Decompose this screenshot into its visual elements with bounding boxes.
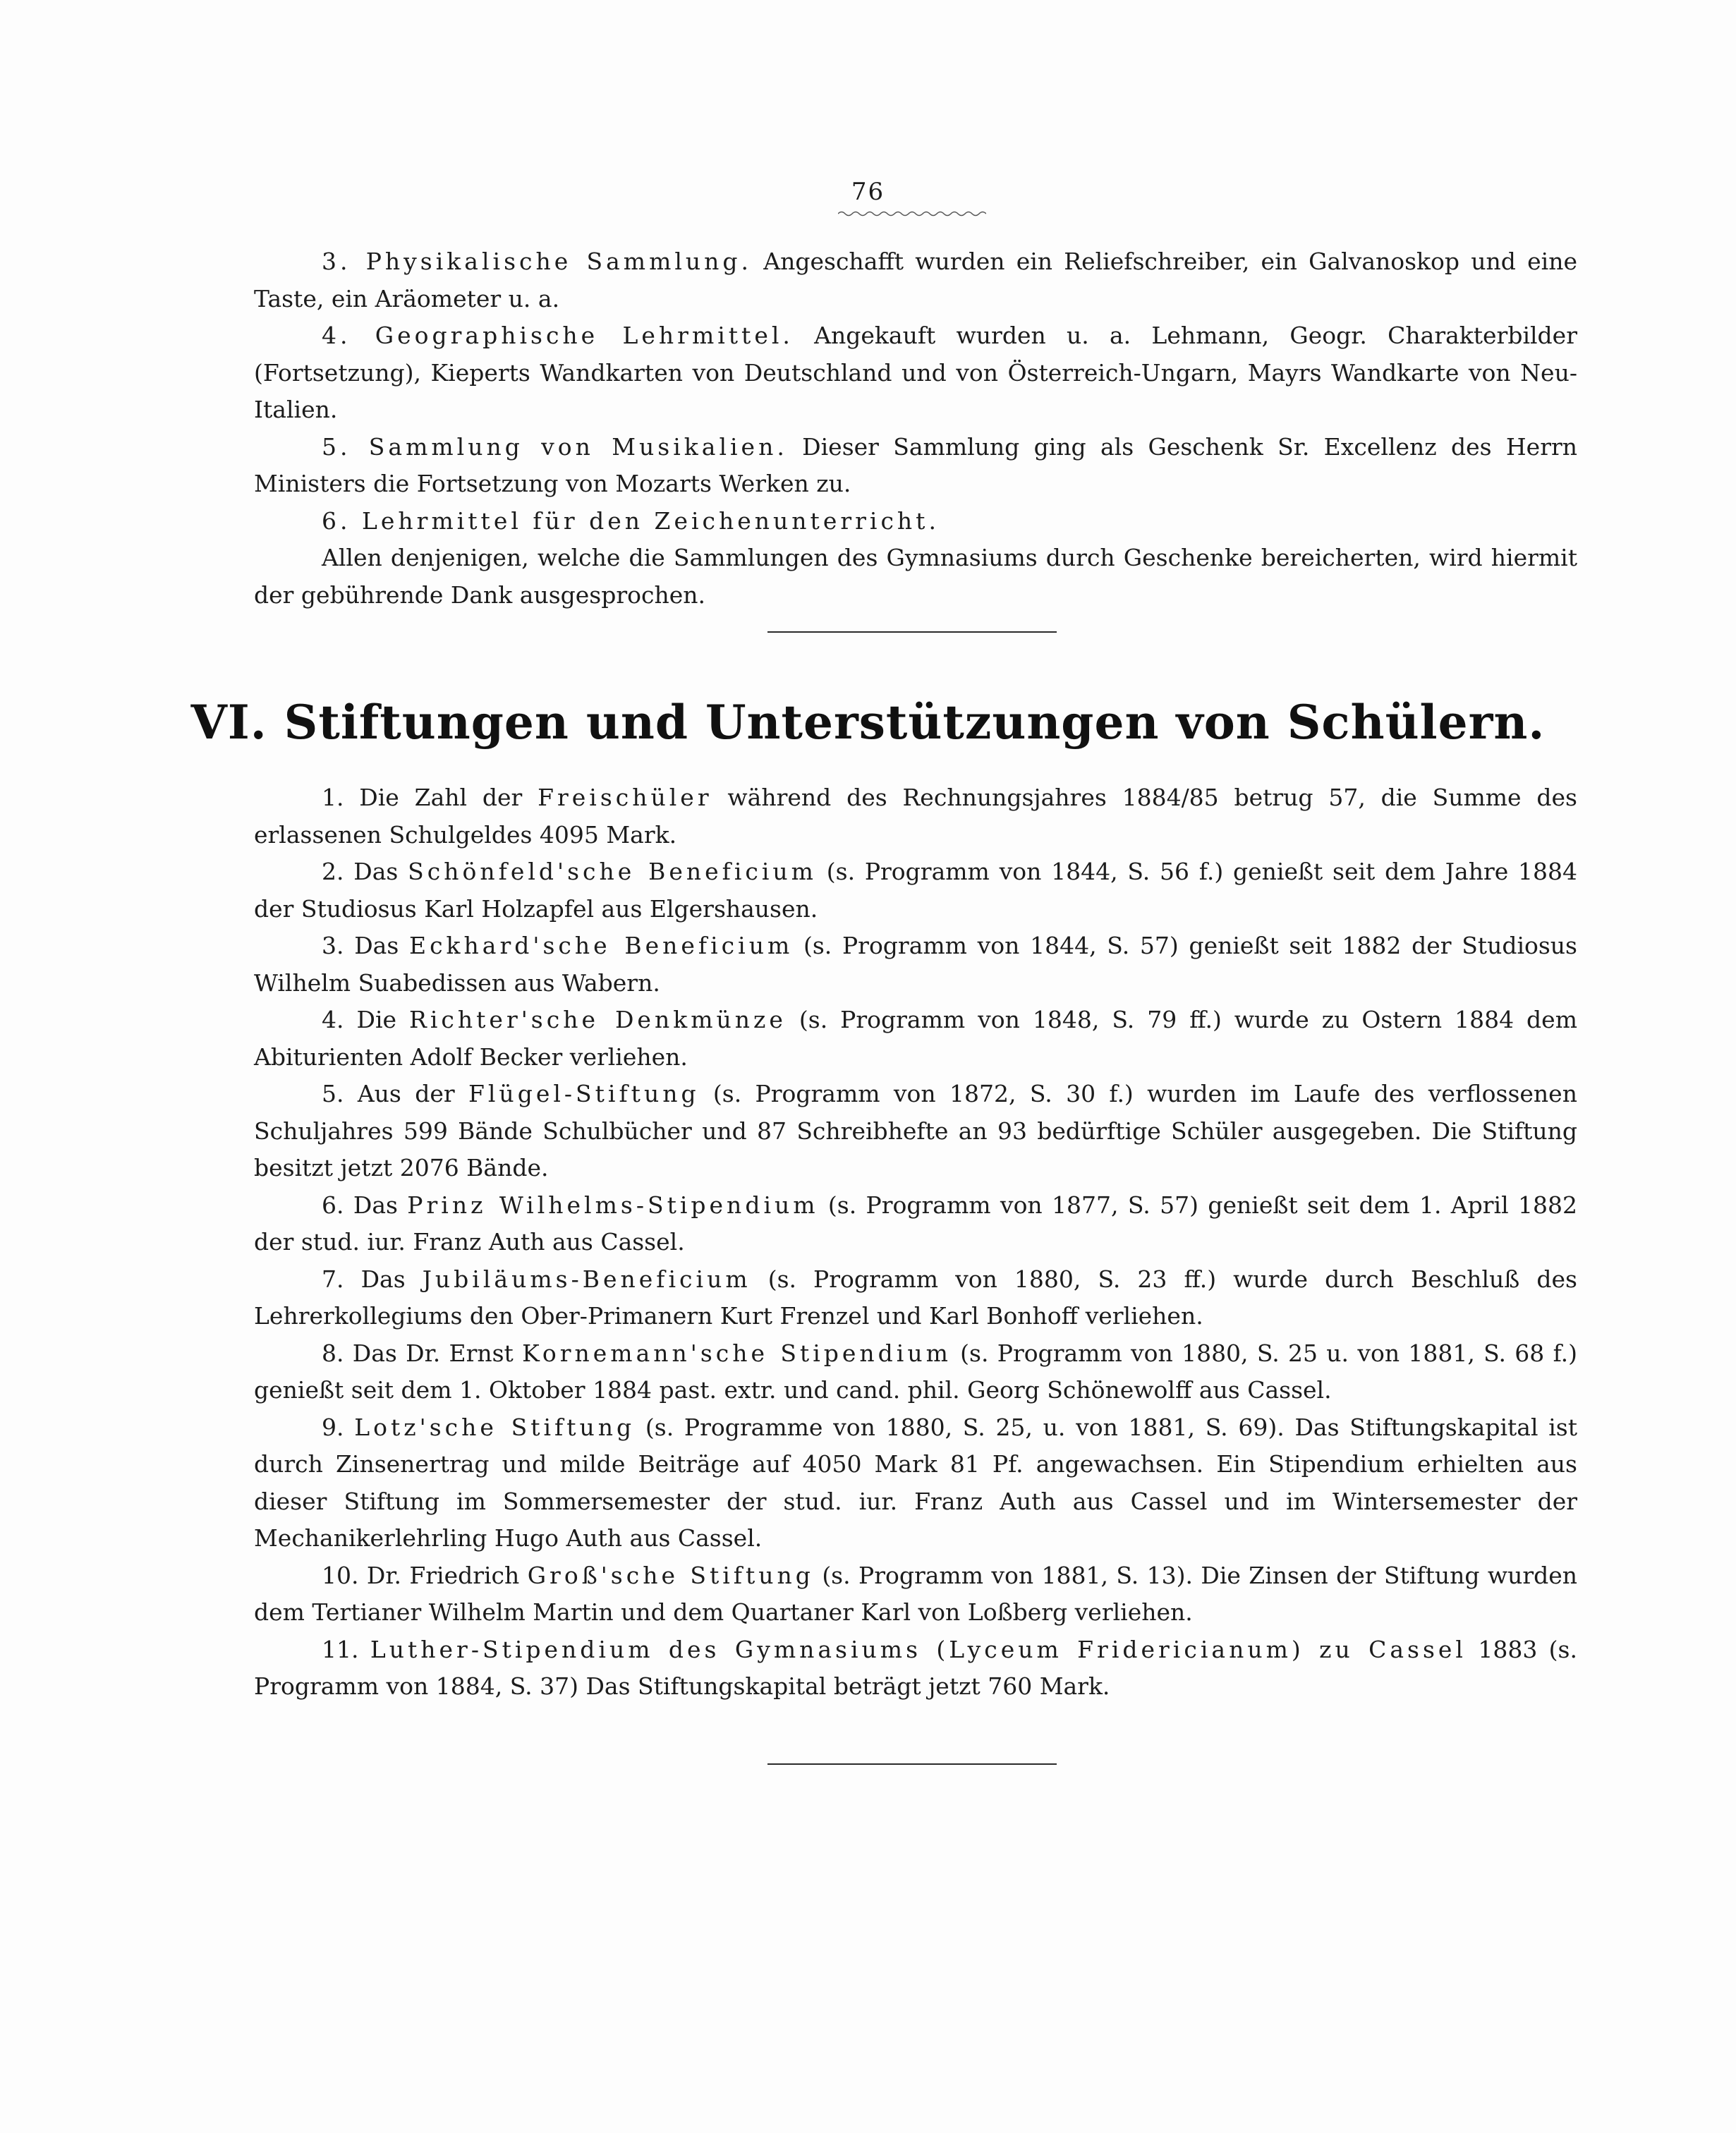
entry-name: Freischüler (538, 784, 712, 811)
page-number: 76 (851, 178, 885, 206)
entry-name: Groß'sche Stiftung (527, 1561, 814, 1589)
entry-lead: Das (354, 932, 399, 959)
entry-number: 6. (322, 1191, 344, 1219)
entry (254, 1631, 1577, 1706)
entry (254, 1187, 1577, 1261)
entry (254, 928, 1577, 1002)
item-lead: 6. Lehrmittel für den Zeichenunterricht. (322, 506, 940, 535)
entry-text: (s. Programm von 1877, S. 57) genießt seit dem 1. April 1882 der stud. iur. Franz Auth aus Cassel. (254, 1191, 1577, 1256)
closing-divider (767, 1763, 1057, 1765)
entry-number: 5. (322, 1080, 344, 1107)
entry-text: (s. Programm von 1880, S. 25 u. von 1881, S. 68 f.) genießt seit dem 1. Oktober 1884 past. extr. und cand. phil. Georg Schönewolff aus Cassel. (254, 1339, 1577, 1404)
list-item (254, 429, 1577, 503)
entry-number: 11. (322, 1635, 359, 1663)
entry-name: Lotz'sche Stiftung (354, 1413, 636, 1441)
entry (254, 779, 1577, 853)
entry-text: (s. Programm von 1881, S. 13). Die Zinsen der Stiftung wurden dem Tertianer Wilhelm Martin und dem Quartaner Karl von Loßberg verliehen. (254, 1561, 1578, 1626)
item-lead: 3. Physikalische Sammlung. (322, 248, 753, 275)
entry-text: (s. Programm von 1880, S. 23 ff.) wurde durch Beschluß des Lehrerkollegiums den Ober-Primanern Kurt Frenzel und Karl Bonhoff verliehen. (254, 1265, 1577, 1330)
entry-text: (s. Programme von 1880, S. 25, u. von 1881, S. 69). Das Stiftungskapital ist durch Zinsenertrag und milde Beiträge auf 4050 Mark 81 Pf. angewachsen. Ein Stipendium erhielten aus dieser Stiftung im Sommersemester der stud. iur. Franz Auth aus Cassel und im Wintersemester der Mechanikerlehrling Hugo Auth aus Cassel. (254, 1413, 1577, 1552)
item-text: Angeschafft wurden ein Reliefschreiber, ein Galvanoskop und eine Taste, ein Aräometer u. a. (254, 248, 1577, 312)
entry-number: 10. (322, 1561, 359, 1589)
entry-lead: Die (356, 1006, 397, 1033)
entry-number: 8. (322, 1339, 344, 1367)
entry-name: Prinz Wilhelms-Stipendium (407, 1191, 819, 1219)
entry-name: Flügel-Stiftung (468, 1080, 700, 1107)
top-section (254, 243, 1577, 614)
list-item (254, 317, 1577, 429)
entry (254, 1002, 1577, 1076)
item-lead: 4. Geographische Lehrmittel. (322, 322, 794, 349)
entry-number: 3. (322, 932, 344, 959)
entry-lead: Das Dr. Ernst (352, 1339, 514, 1367)
section-divider (767, 631, 1057, 633)
entry-name: Schönfeld'sche Beneficium (408, 858, 817, 885)
entry-text: (s. Programm von 1844, S. 56 f.) genießt seit dem Jahre 1884 der Studiosus Karl Holzapfel aus Elgershausen. (254, 858, 1578, 923)
entry-number: 1. (322, 784, 344, 811)
thanks-paragraph: Allen denjenigen, welche die Sammlungen des Gymnasiums durch Geschenke bereicherten, wird hiermit der gebührende Dank ausgesprochen. (254, 544, 1577, 609)
entry-lead: Das (360, 1265, 406, 1293)
entry-lead: Das (353, 858, 399, 885)
entry-name: Richter'sche Denkmünze (409, 1006, 787, 1033)
entry-number: 2. (322, 858, 344, 885)
entry-name: Kornemann'sche Stipendium (522, 1339, 952, 1367)
entry-lead: Aus der (357, 1080, 455, 1107)
item-lead: 5. Sammlung von Musikalien. (322, 432, 788, 461)
entry-name: Luther-Stipendium des Gymnasiums (Lyceum Fridericianum) zu Cassel (370, 1635, 1467, 1663)
entry-text: während des Rechnungsjahres 1884/85 betrug 57, die Summe des erlassenen Schulgeldes 4095 Mark. (254, 784, 1577, 849)
entry-number: 4. (322, 1006, 344, 1033)
entry-text: 1883 (s. Programm von 1884, S. 37) Das Stiftungskapital beträgt jetzt 760 Mark. (254, 1635, 1577, 1700)
item-text: Dieser Sammlung ging als Geschenk Sr. Excellenz des Herrn Ministers die Fortsetzung von Mozarts Werken zu. (254, 432, 1577, 497)
entry-lead: Das (353, 1191, 398, 1219)
foundations-list (254, 779, 1577, 1706)
list-item (254, 503, 1577, 540)
item-text: Angekauft wurden u. a. Lehmann, Geogr. Charakterbilder (Fortsetzung), Kieperts Wandkarten von Deutschland und von Österreich-Ungarn, Mayrs Wandkarte von Neu-Italien. (254, 322, 1577, 423)
entry-text: (s. Programm von 1848, S. 79 ff.) wurde zu Ostern 1884 dem Abiturienten Adolf Becker verliehen. (254, 1006, 1577, 1071)
entry-number: 7. (322, 1265, 344, 1293)
section-heading: VI. Stiftungen und Unterstützungen von Schülern. (190, 695, 1546, 750)
entry (254, 1335, 1577, 1409)
entry-lead: Die Zahl der (359, 784, 523, 811)
entry-lead: Dr. Friedrich (366, 1561, 520, 1589)
entry-text: (s. Programm von 1844, S. 57) genießt seit 1882 der Studiosus Wilhelm Suabedissen aus Wabern. (254, 932, 1577, 997)
entry (254, 1261, 1577, 1335)
entry (254, 1076, 1577, 1187)
entry-name: Jubiläums-Beneficium (422, 1265, 751, 1293)
entry-name: Eckhard'sche Beneficium (408, 932, 794, 959)
entry-text: (s. Programm von 1872, S. 30 f.) wurden im Laufe des verflossenen Schuljahres 599 Bände Schulbücher und 87 Schreibhefte an 93 bedürftige Schüler ausgegeben. Die Stiftung besitzt jetzt 2076 Bände. (254, 1080, 1577, 1181)
entry (254, 1409, 1577, 1557)
page-number-ornament (838, 210, 986, 217)
list-item (254, 243, 1577, 317)
entry (254, 853, 1577, 928)
entry-number: 9. (322, 1413, 344, 1441)
entry (254, 1557, 1577, 1631)
